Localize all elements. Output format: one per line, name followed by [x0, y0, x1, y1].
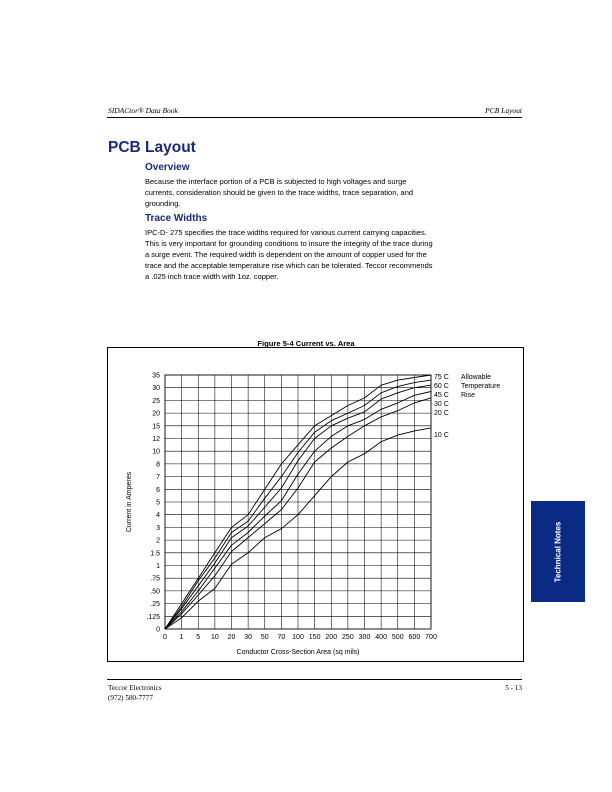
y-tick-label: 35: [152, 372, 160, 380]
legend-title-line: Temperature: [461, 383, 501, 390]
x-tick-label: 20: [227, 634, 236, 641]
x-tick-label: 250: [342, 634, 354, 641]
page-title: PCB Layout: [108, 139, 196, 156]
x-tick-label: 600: [408, 634, 421, 641]
series-label: 10 C: [434, 432, 449, 439]
legend-title-line: Allowable: [461, 374, 491, 381]
y-tick-label: 25: [152, 397, 160, 405]
x-tick-label: 150: [308, 634, 321, 641]
y-tick-label: 6: [156, 486, 160, 494]
x-tick-label: 0: [163, 634, 167, 641]
current-vs-area-chart: [107, 347, 524, 662]
text-line: grounding.: [145, 198, 181, 208]
series-label: 60 C: [434, 383, 449, 390]
y-axis-label: Current in Amperes: [126, 471, 133, 533]
footer-page-number: 5 - 13: [505, 684, 522, 692]
x-tick-label: 30: [244, 634, 253, 641]
y-tick-label: 30: [152, 385, 160, 393]
footer-phone: (972) 580-7777: [108, 694, 153, 702]
technical-notes-tab[interactable]: [531, 501, 585, 602]
y-tick-label: 4: [156, 512, 160, 520]
y-tick-label: .75: [150, 575, 160, 583]
text-line: Because the interface portion of a PCB is subjected to high voltages and surge: [145, 177, 407, 186]
x-tick-label: 70: [277, 634, 286, 641]
x-tick-label: 1: [179, 634, 184, 641]
y-tick-label: 7: [156, 474, 160, 482]
x-tick-label: 400: [375, 634, 387, 641]
y-tick-label: 20: [152, 410, 160, 418]
text-line: currents, consideration should be given to the trace widths, trace separation, and: [145, 187, 414, 197]
overview-paragraph: [145, 177, 490, 210]
footer-company: Teccor Electronics: [108, 684, 162, 692]
y-tick-label: .125: [146, 613, 160, 621]
y-tick-label: 3: [156, 524, 160, 532]
y-tick-label: 1.5: [150, 550, 160, 558]
text-line: a .025 inch trace width with 1oz. copper.: [145, 271, 279, 281]
running-header-right: PCB Layout: [485, 106, 522, 115]
x-tick-label: 700: [425, 634, 437, 641]
header-rule: [107, 117, 522, 118]
x-axis-label: Conductor Cross-Section Area (sq mils): [236, 649, 360, 656]
text-line: a surge event. The required width is dependent on the amount of copper used for the: [145, 249, 427, 259]
y-tick-label: 1: [156, 563, 160, 570]
x-tick-label: 50: [260, 634, 269, 641]
footer-rule: [107, 679, 522, 680]
y-tick-label: 8: [156, 461, 160, 469]
y-tick-label: 0: [156, 626, 160, 634]
legend-title-line: Rise: [461, 392, 476, 399]
trace-widths-heading: Trace Widths: [145, 213, 208, 224]
text-line: trace and the acceptable temperature rise which can be tolerated. Teccor recommends: [145, 260, 433, 270]
x-tick-label: 100: [292, 634, 304, 641]
y-tick-label: .50: [150, 588, 160, 596]
x-tick-label: 5: [196, 634, 201, 641]
running-header-left: SIDACtor® Data Book: [108, 106, 178, 115]
y-tick-label: 15: [152, 423, 160, 431]
x-tick-label: 500: [391, 634, 404, 641]
series-label: 75 C: [434, 374, 449, 381]
x-tick-label: 300: [358, 634, 371, 641]
y-tick-label: 10: [152, 448, 160, 456]
y-tick-label: 2: [156, 537, 160, 545]
technical-notes-tab-label: Technical Notes: [553, 521, 563, 582]
text-line: IPC-D- 275 specifies the trace widths required for various current carrying capacities.: [145, 228, 427, 237]
text-line: This is very important for grounding conditions to insure the integrity of the trace during: [145, 238, 433, 248]
trace-widths-paragraph: [145, 228, 490, 283]
y-tick-label: 12: [152, 436, 160, 443]
series-label: 45 C: [434, 392, 449, 399]
y-tick-label: 5: [156, 499, 160, 507]
x-tick-label: 10: [210, 634, 219, 641]
overview-heading: Overview: [145, 162, 190, 173]
figure-caption: Figure 5-4 Current vs. Area: [257, 339, 355, 348]
x-tick-label: 200: [325, 634, 338, 641]
series-label: 20 C: [434, 410, 449, 417]
series-label: 30 C: [434, 401, 449, 408]
y-tick-label: .25: [150, 601, 160, 609]
